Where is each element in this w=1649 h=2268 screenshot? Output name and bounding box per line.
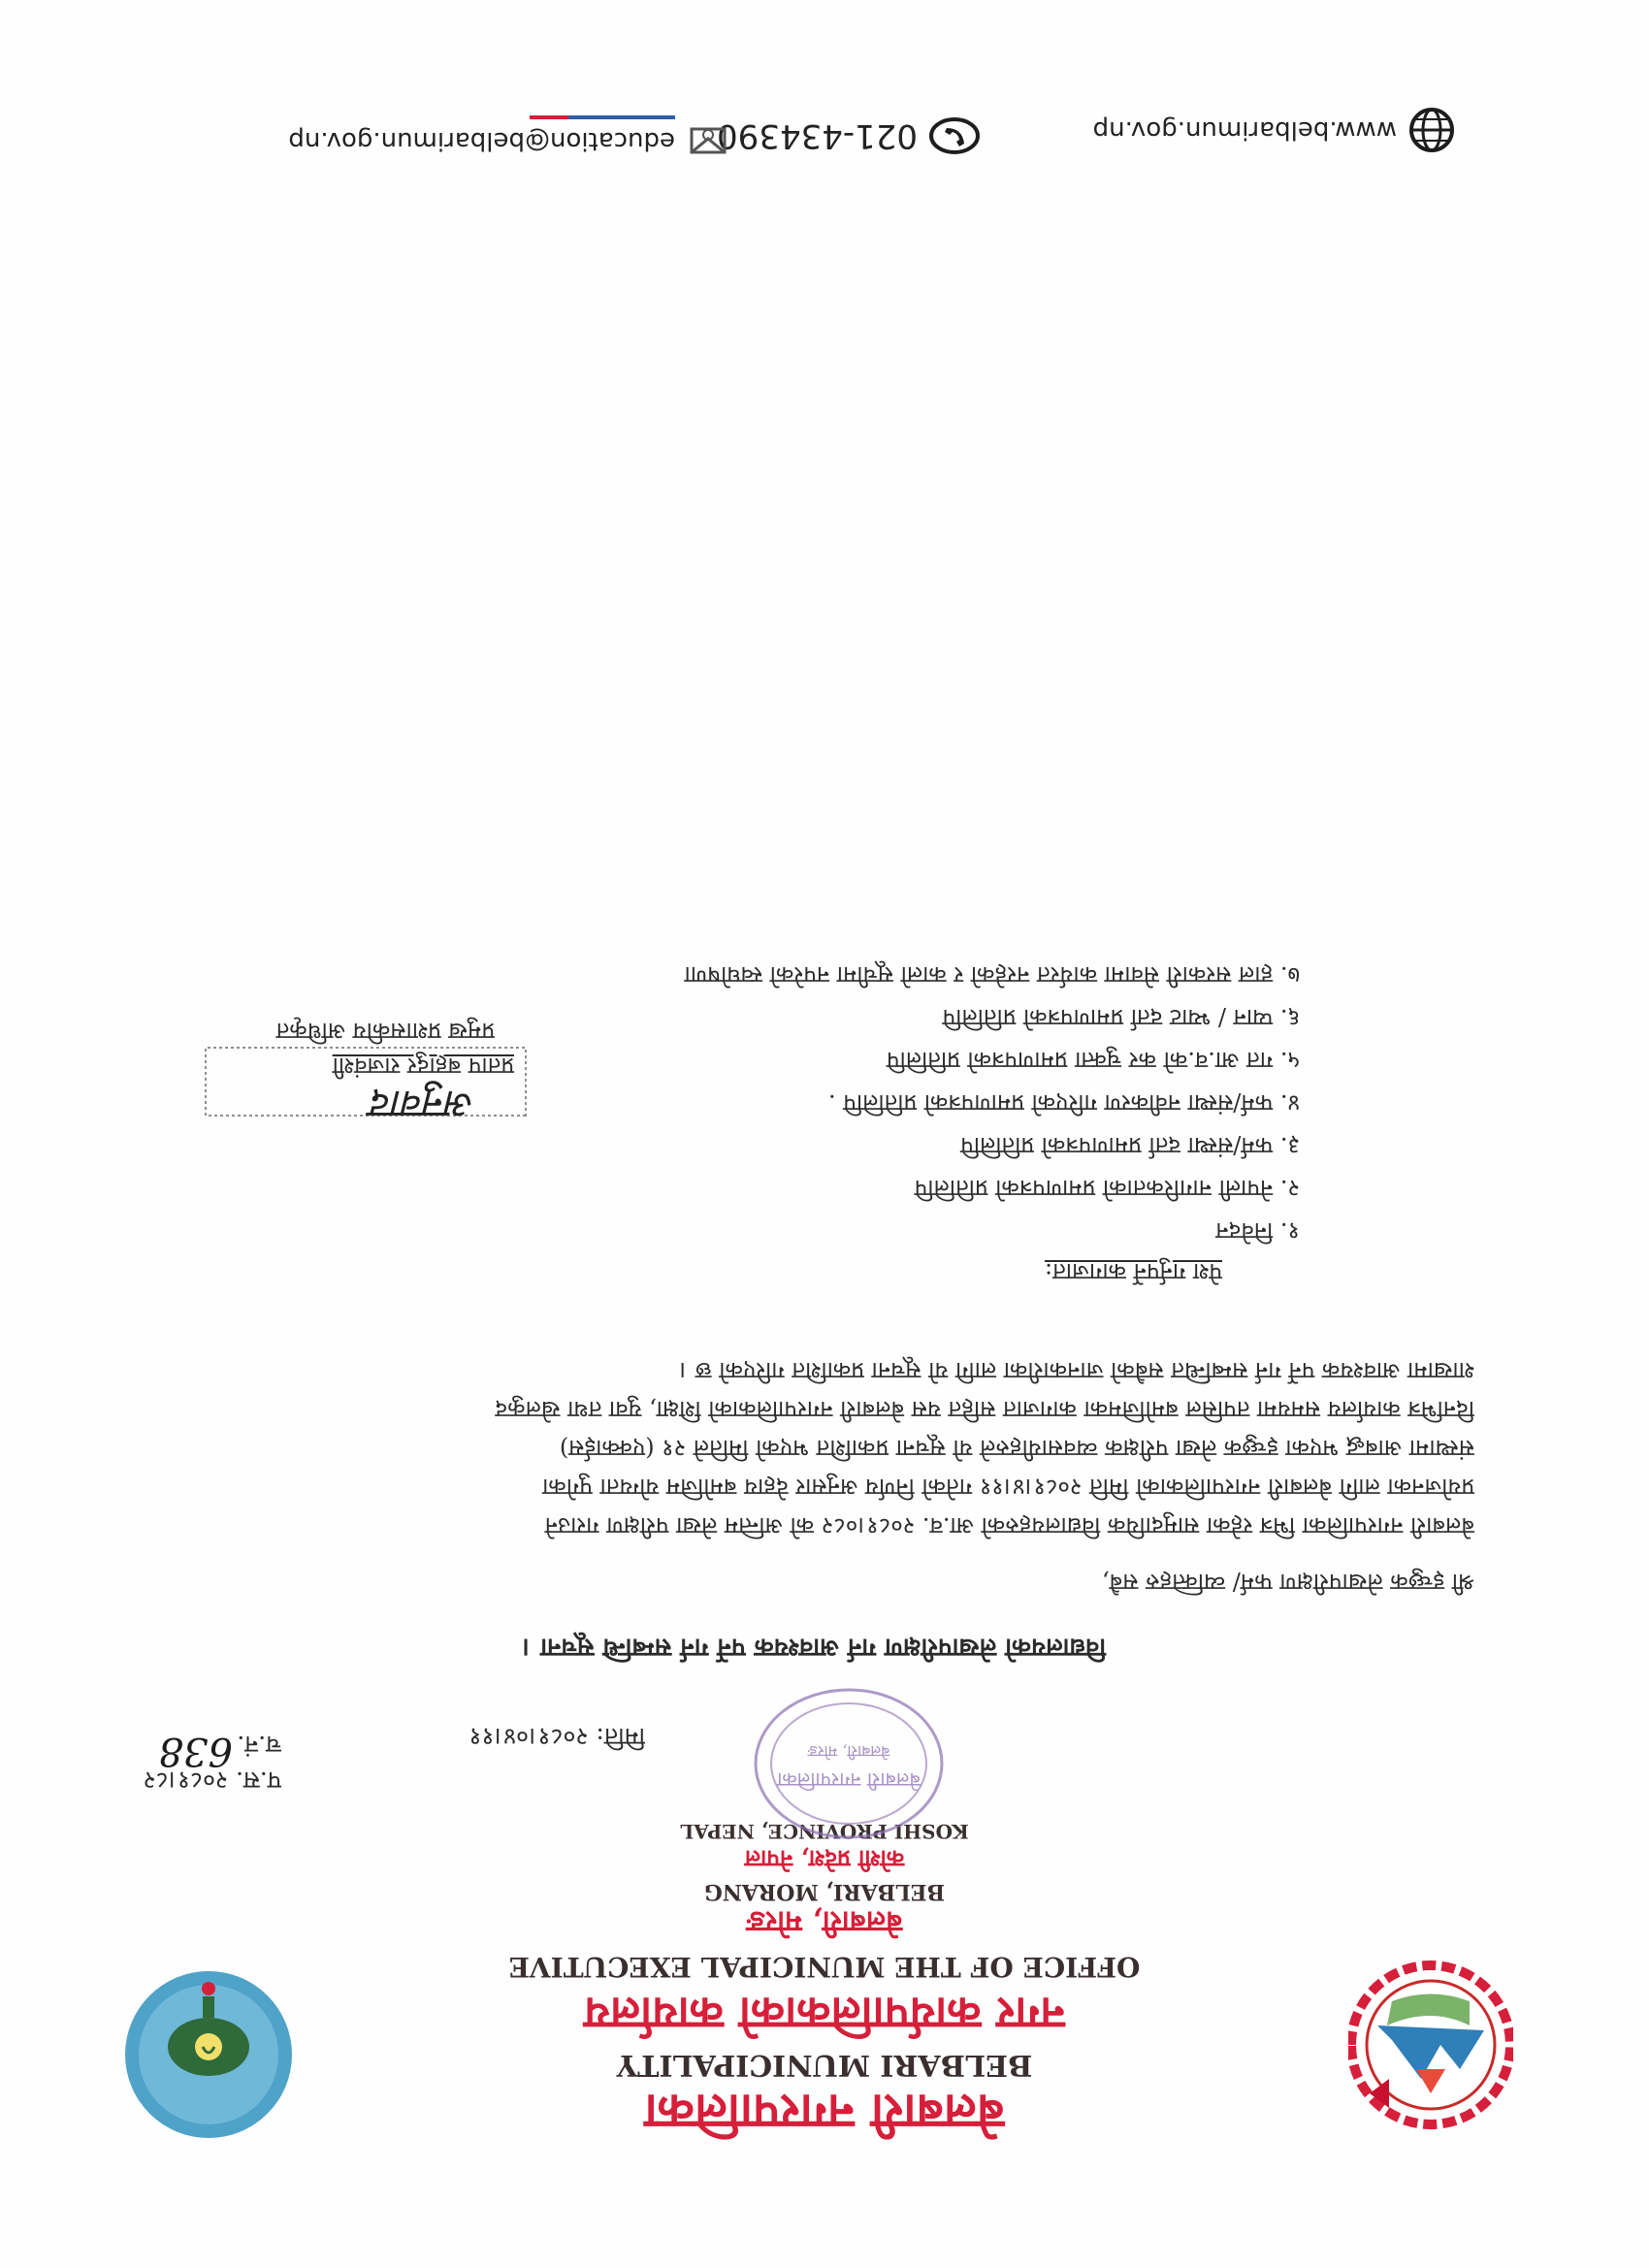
body-line: संस्थामा आबद्ध भएका इच्छुक लेखा परीक्षक व्यवसायीहरुले यो सूचना प्रकाशित भएको मितिले २१ (एक्काईस) (559, 1435, 1474, 1462)
place-np: बेलबारी, मोरङ (746, 1904, 903, 1938)
handwritten-signature: अनुवाद (372, 1082, 475, 1126)
email-underline-accent (530, 115, 675, 119)
attachment-item: ५. गत आ.व.को कर चुक्ता प्रमाणपत्रको प्रतिलिपि (886, 1047, 1300, 1074)
website-link[interactable] (1093, 107, 1455, 153)
email-icon (689, 123, 728, 158)
seal-text-place: बेलबारी, मोरङ (807, 1742, 890, 1761)
attachment-item: ७. हाल सरकारी सेवामा कार्यरत नरहेको र कालो सूचीमा नपरेको स्वघोषणा (684, 961, 1300, 988)
office-name-en: OFFICE OF THE MUNICIPAL EXECUTIVE (508, 1951, 1141, 1983)
body-line: दिनभित्र कार्यालय समयमा तपसिल बमोजिमका कागजात सहित यस बेलबारी नगरपालिकाको शिक्षा, युवा तथा खेलकुद (495, 1396, 1474, 1423)
dispatch-number-handwritten: 638 (158, 1729, 233, 1773)
body-line: शाखामा आवश्यक पर्ने गर्न सम्बन्धित सबैको जानकारीका लागि यो सूचना प्रकाशित गरिएको छ । (679, 1357, 1474, 1384)
signatory-title: प्रमुख प्रशासकीय अधिकृत (275, 1018, 495, 1045)
dispatch-number-label: च.नं. (237, 1731, 281, 1759)
website-text: www.belbarimun.gov.np (1092, 115, 1397, 145)
email-contact[interactable] (288, 115, 728, 158)
signatory-name: प्रताप बहादुर राजवंशी (332, 1053, 514, 1080)
province-en: KOSHI PROVINCE, NEPAL (680, 1820, 969, 1843)
phone-icon (929, 116, 980, 155)
attachment-item: ४. फर्म/संस्था नवीकरण गरिएको प्रमाणपत्रको प्रतिलिपि . (827, 1089, 1300, 1117)
seal-text: बेलबारी नगरपालिका (777, 1768, 921, 1792)
attachments-heading: पेश गर्नुपर्ने कागजात: (1045, 1258, 1222, 1285)
attachment-item: १. निवेदन (1215, 1217, 1300, 1245)
body-line: बेलबारी नगरपालिका भित्र रहेका सामुदायिक विद्यालयहरुको आ.व. २०८१।०८२ को अन्तिम लेखा परीक्षण गराउने (544, 1512, 1474, 1539)
attachment-item: २. नेपाली नागरिकताको प्रमाणपत्रको प्रतिलिपि (914, 1175, 1300, 1202)
place-en: BELBARI, MORANG (703, 1879, 946, 1904)
signature-stamp (204, 1019, 534, 1145)
office-name-np: नगर कार्यपालिकाको कार्यालय (584, 1988, 1065, 2040)
body-line: प्रयोजनका लागि बेलबारी नगरपालिकाको मिति २०८१।४।११ गतेको निर्णय अनुसार देहाय बमोजिम योग्यता पुगेका (542, 1474, 1474, 1501)
reference-number: प.स. २०८१।८२ (143, 1766, 281, 1795)
letter-subject: विद्यालयको लेखापरीक्षण गर्न आवश्यक पर्ने गर्न सम्बन्धि सूचना । (522, 1633, 1106, 1662)
globe-icon (1408, 107, 1455, 153)
province-np: कोशी प्रदेश, नेपाल (744, 1845, 905, 1873)
municipality-name-en: BELBARI MUNICIPALITY (616, 2048, 1033, 2082)
attachment-item: ३. फर्म/संस्था दर्ता प्रमाणपत्रको प्रतिलिपि (960, 1132, 1300, 1159)
phone-number[interactable] (717, 116, 980, 155)
letter-addressee: श्री इच्छुक लेखापरीक्षण फर्म/ व्यक्तिहरु सबै, (1101, 1569, 1474, 1596)
attachment-item: ६. प्यान / भ्याट दर्ता प्रमाणपत्रको प्रतिलिपि (942, 1004, 1300, 1031)
municipality-name-np: बेलबारी नगरपालिका (644, 2084, 1005, 2141)
office-seal-stamp (742, 1667, 955, 1841)
letter-date: मिति: २०८१।०४।११ (469, 1723, 645, 1751)
email-text: education@belbarimun.gov.np (288, 126, 675, 155)
phone-text: 021-434390 (717, 116, 918, 155)
